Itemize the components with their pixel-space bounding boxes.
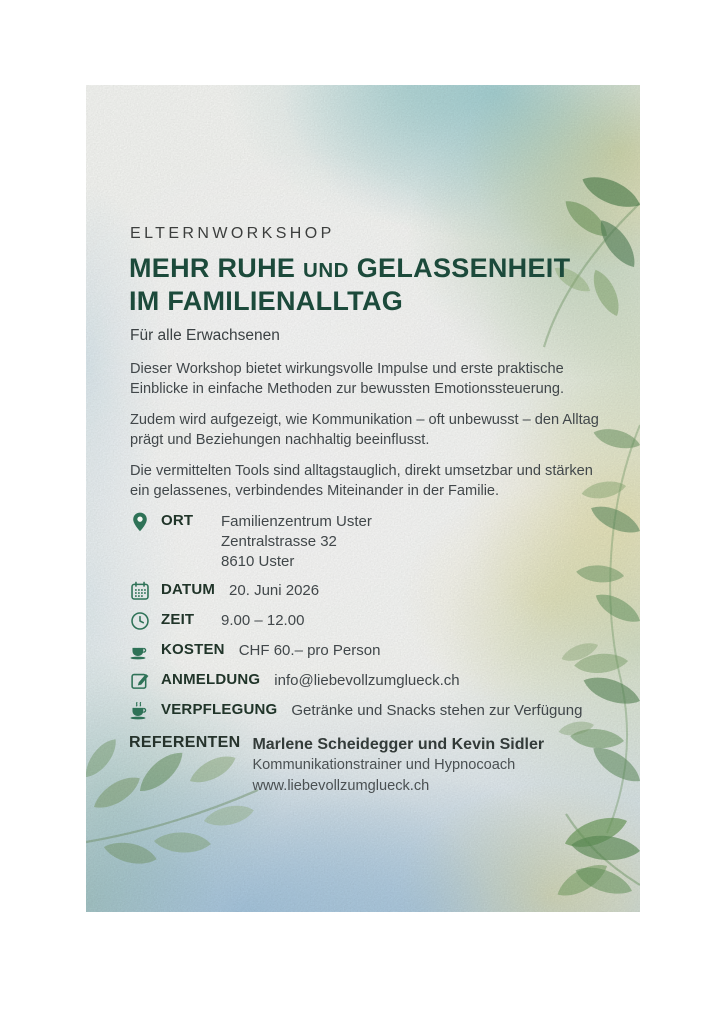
detail-row-anmeldung — [129, 671, 600, 692]
address-line: Zentralstrasse 32 — [221, 533, 337, 550]
detail-row-zeit — [129, 611, 600, 632]
referenten-row — [129, 734, 600, 797]
date-value: 20. Juni 2026 — [229, 582, 320, 599]
referenten-details — [252, 734, 544, 797]
pencil-square-icon — [129, 670, 151, 692]
detail-label: KOSTEN — [161, 641, 225, 658]
kicker: ELTERNWORKSHOP — [130, 225, 335, 242]
referenten-label: REFERENTEN — [129, 734, 241, 751]
tools-paragraph: Die vermittelten Tools sind alltagstauglich, direkt umsetzbar und stärken ein gelassenes, verbindendes Miteinander in der Familie. — [130, 463, 593, 499]
detail-value — [274, 671, 459, 691]
detail-value — [221, 512, 372, 572]
speaker-role: Kommunikationstrainer und Hypnocoach — [252, 757, 516, 773]
title-part: GELASSENHEIT — [356, 253, 571, 283]
intro-paragraph: Dieser Workshop bietet wirkungsvolle Impulse und erste praktische Einblicke in einfache Methoden zur bewussten Emotionssteuerung. — [130, 361, 565, 397]
email-value: info@liebevollzumglueck.ch — [274, 672, 460, 689]
clock-icon — [129, 610, 151, 632]
speaker-names: Marlene Scheidegger und Kevin Sidler — [252, 736, 545, 753]
flyer-content — [86, 85, 640, 797]
coffee-cup-steam-icon — [129, 700, 151, 722]
detail-label: ORT — [161, 512, 194, 529]
audience-subtitle: Für alle Erwachsenen — [130, 327, 280, 344]
detail-value — [291, 701, 582, 721]
detail-label: VERPFLEGUNG — [161, 701, 278, 718]
title-und: UND — [303, 259, 349, 282]
address-line: 8610 Uster — [221, 553, 295, 570]
website-text: www.liebevollzumglueck.ch — [252, 778, 430, 794]
detail-value — [229, 581, 319, 601]
communication-paragraph: Zudem wird aufgezeigt, wie Kommunikation – oft unbewusst – den Alltag prägt und Beziehungen nachhaltig beeinflusst. — [130, 412, 599, 448]
detail-label: ZEIT — [161, 611, 195, 628]
workshop-flyer — [86, 85, 640, 912]
time-value: 9.00 – 12.00 — [221, 612, 305, 629]
detail-label: DATUM — [161, 581, 216, 598]
title-part: MEHR RUHE — [129, 253, 296, 283]
detail-row-verpflegung — [129, 701, 600, 722]
address-line: Familienzentrum Uster — [221, 513, 372, 530]
page-title — [129, 253, 600, 317]
calendar-icon — [129, 580, 151, 602]
price-value: CHF 60.– pro Person — [238, 642, 381, 659]
detail-list — [129, 512, 600, 722]
title-line-2: IM FAMILIENALLTAG — [129, 286, 404, 316]
title-line-1 — [129, 253, 600, 286]
map-pin-icon — [129, 511, 151, 533]
detail-label: ANMELDUNG — [161, 671, 261, 688]
detail-value — [239, 641, 381, 661]
detail-row-kosten — [129, 641, 600, 662]
coffee-cup-icon — [129, 640, 151, 662]
detail-row-datum — [129, 581, 600, 602]
detail-row-ort — [129, 512, 600, 572]
catering-value: Getränke und Snacks stehen zur Verfügung — [291, 702, 583, 719]
detail-value — [221, 611, 304, 631]
